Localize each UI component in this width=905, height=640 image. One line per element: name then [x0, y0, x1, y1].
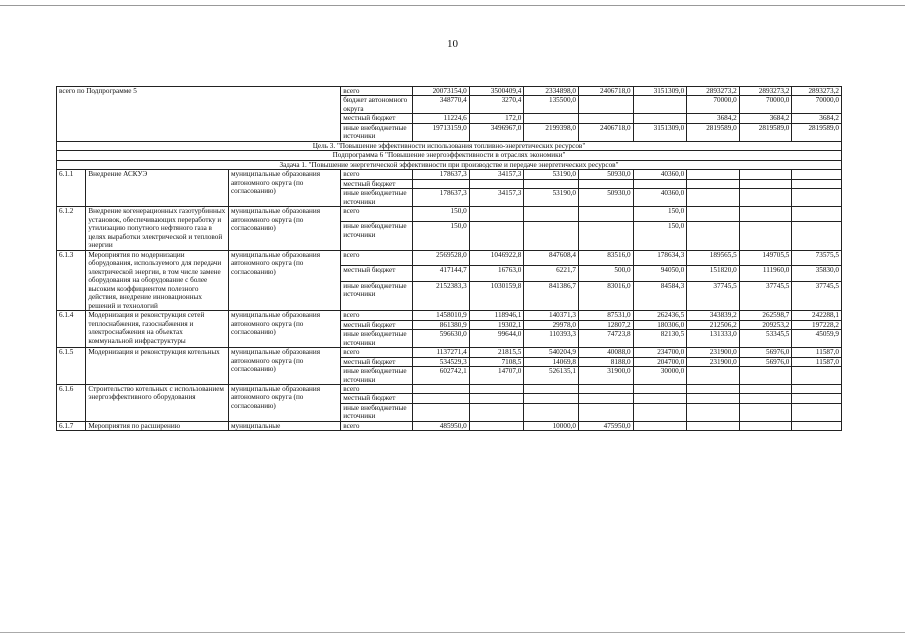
- funding-source: иные внебюджетные источники: [341, 281, 413, 310]
- value-cell: [633, 114, 687, 123]
- value-cell: 34157,3: [469, 170, 524, 179]
- value-cell: 234700,0: [633, 348, 687, 357]
- funding-source: бюджет автономного округа: [341, 96, 413, 114]
- value-cell: 149705,5: [739, 250, 792, 266]
- value-cell: 150,0: [413, 222, 470, 250]
- value-cell: 172,0: [469, 114, 524, 123]
- value-cell: [469, 384, 524, 393]
- funding-source: местный бюджет: [341, 179, 413, 188]
- value-cell: 3270,4: [469, 96, 524, 114]
- value-cell: 262436,5: [633, 311, 687, 320]
- funding-source: иные внебюджетные источники: [341, 123, 413, 141]
- table-row: [57, 250, 842, 266]
- value-cell: 11587,0: [792, 348, 842, 357]
- value-cell: 50930,0: [578, 189, 633, 207]
- value-cell: [792, 367, 842, 385]
- value-cell: 2893273,2: [687, 87, 740, 96]
- section-row: [57, 141, 842, 150]
- value-cell: 53345,5: [739, 330, 792, 348]
- item-name: Внедрение АСКУЭ: [86, 170, 229, 207]
- item-executor: муниципальные образования автономного округа (по согласованию): [228, 207, 340, 250]
- value-cell: 31900,0: [578, 367, 633, 385]
- funding-source: местный бюджет: [341, 320, 413, 329]
- value-cell: [524, 179, 579, 188]
- value-cell: 2893273,2: [739, 87, 792, 96]
- value-cell: 20073154,0: [413, 87, 470, 96]
- subprogram-total-label: всего по Подпрограмме 5: [57, 87, 341, 142]
- value-cell: 212506,2: [687, 320, 740, 329]
- value-cell: 1458010,9: [413, 311, 470, 320]
- item-executor: муниципальные образования автономного округа (по согласованию): [228, 311, 340, 348]
- value-cell: [739, 384, 792, 393]
- value-cell: 6221,7: [524, 266, 579, 282]
- value-cell: 14069,8: [524, 357, 579, 366]
- value-cell: 94050,0: [633, 266, 687, 282]
- value-cell: 596630,0: [413, 330, 470, 348]
- value-cell: [578, 222, 633, 250]
- value-cell: 2406718,0: [578, 123, 633, 141]
- value-cell: [792, 222, 842, 250]
- value-cell: [739, 189, 792, 207]
- value-cell: 500,0: [578, 266, 633, 282]
- section-row: [57, 160, 842, 169]
- table-row: [57, 311, 842, 320]
- value-cell: [469, 394, 524, 403]
- value-cell: 30000,0: [633, 367, 687, 385]
- value-cell: [792, 170, 842, 179]
- value-cell: [633, 403, 687, 421]
- value-cell: 11224,6: [413, 114, 470, 123]
- value-cell: [524, 114, 579, 123]
- value-cell: 3684,2: [739, 114, 792, 123]
- value-cell: [687, 367, 740, 385]
- funding-source: всего: [341, 311, 413, 320]
- value-cell: 348770,4: [413, 96, 470, 114]
- value-cell: 150,0: [413, 207, 470, 222]
- value-cell: 35830,0: [792, 266, 842, 282]
- value-cell: [413, 403, 470, 421]
- item-code: 6.1.4: [57, 311, 86, 348]
- value-cell: 475950,0: [578, 421, 633, 430]
- value-cell: [633, 96, 687, 114]
- value-cell: 83516,0: [578, 250, 633, 266]
- value-cell: 2819589,0: [739, 123, 792, 141]
- value-cell: [469, 179, 524, 188]
- value-cell: 178637,3: [413, 170, 470, 179]
- funding-source: иные внебюджетные источники: [341, 222, 413, 250]
- item-executor: муниципальные образования автономного округа (по согласованию): [228, 170, 340, 207]
- funding-source: всего: [341, 348, 413, 357]
- value-cell: 82130,5: [633, 330, 687, 348]
- item-code: 6.1.6: [57, 384, 86, 421]
- funding-source: всего: [341, 421, 413, 430]
- task-heading: Задача 1. "Повышение энергетической эффективности при производстве и передаче энергетических ресурсов": [57, 160, 842, 169]
- value-cell: 37745,5: [739, 281, 792, 310]
- value-cell: 189565,5: [687, 250, 740, 266]
- value-cell: [687, 222, 740, 250]
- value-cell: [578, 114, 633, 123]
- value-cell: [524, 222, 579, 250]
- value-cell: 861380,9: [413, 320, 470, 329]
- item-name: Модернизация и реконструкция котельных: [86, 348, 229, 385]
- value-cell: 37745,5: [687, 281, 740, 310]
- value-cell: [578, 179, 633, 188]
- value-cell: [687, 179, 740, 188]
- value-cell: [524, 394, 579, 403]
- value-cell: 847608,4: [524, 250, 579, 266]
- value-cell: [469, 222, 524, 250]
- value-cell: 1030159,8: [469, 281, 524, 310]
- value-cell: 29978,0: [524, 320, 579, 329]
- value-cell: 7108,5: [469, 357, 524, 366]
- value-cell: 45059,9: [792, 330, 842, 348]
- value-cell: 178634,3: [633, 250, 687, 266]
- funding-source: местный бюджет: [341, 266, 413, 282]
- bottom-edge-rule: [0, 632, 905, 633]
- item-code: 6.1.3: [57, 250, 86, 310]
- value-cell: [739, 179, 792, 188]
- value-cell: 16763,0: [469, 266, 524, 282]
- item-code: 6.1.7: [57, 421, 86, 430]
- value-cell: [739, 222, 792, 250]
- value-cell: 417144,7: [413, 266, 470, 282]
- funding-source: иные внебюджетные источники: [341, 367, 413, 385]
- section-row: [57, 151, 842, 160]
- value-cell: [792, 189, 842, 207]
- value-cell: 73575,5: [792, 250, 842, 266]
- value-cell: 3151309,0: [633, 87, 687, 96]
- value-cell: [739, 207, 792, 222]
- value-cell: [687, 384, 740, 393]
- value-cell: 50930,0: [578, 170, 633, 179]
- value-cell: 110393,3: [524, 330, 579, 348]
- value-cell: 3500409,4: [469, 87, 524, 96]
- item-name: Мероприятия по расширению: [86, 421, 229, 430]
- value-cell: 56976,0: [739, 348, 792, 357]
- value-cell: [578, 384, 633, 393]
- top-edge-rule: [0, 5, 905, 6]
- value-cell: [792, 179, 842, 188]
- value-cell: 231900,0: [687, 357, 740, 366]
- value-cell: [739, 367, 792, 385]
- value-cell: 526135,1: [524, 367, 579, 385]
- value-cell: 540204,9: [524, 348, 579, 357]
- value-cell: [739, 421, 792, 430]
- value-cell: [687, 421, 740, 430]
- funding-source: всего: [341, 207, 413, 222]
- value-cell: 70000,0: [792, 96, 842, 114]
- item-code: 6.1.1: [57, 170, 86, 207]
- value-cell: 602742,1: [413, 367, 470, 385]
- value-cell: 99644,0: [469, 330, 524, 348]
- item-name: Внедрение когенерационных газотурбинных установок, обеспечивающих переработку и утилизацию попутного нефтяного газа в целях выработки электрической и тепловой энергии: [86, 207, 229, 250]
- value-cell: 3684,2: [687, 114, 740, 123]
- value-cell: 485950,0: [413, 421, 470, 430]
- value-cell: [792, 384, 842, 393]
- value-cell: 10000,0: [524, 421, 579, 430]
- funding-source: местный бюджет: [341, 114, 413, 123]
- value-cell: 118946,1: [469, 311, 524, 320]
- value-cell: 2199398,0: [524, 123, 579, 141]
- value-cell: [524, 207, 579, 222]
- value-cell: 841386,7: [524, 281, 579, 310]
- value-cell: 21815,5: [469, 348, 524, 357]
- value-cell: 56976,0: [739, 357, 792, 366]
- funding-source: иные внебюджетные источники: [341, 189, 413, 207]
- value-cell: 150,0: [633, 207, 687, 222]
- value-cell: 70000,0: [687, 96, 740, 114]
- item-executor: муниципальные образования автономного округа (по согласованию): [228, 384, 340, 421]
- value-cell: 140371,3: [524, 311, 579, 320]
- value-cell: [578, 394, 633, 403]
- value-cell: [469, 403, 524, 421]
- table-row: [57, 207, 842, 222]
- value-cell: [792, 207, 842, 222]
- value-cell: [792, 421, 842, 430]
- value-cell: 180306,0: [633, 320, 687, 329]
- value-cell: 37745,5: [792, 281, 842, 310]
- item-executor: муниципальные образования автономного округа (по согласованию): [228, 250, 340, 310]
- value-cell: [524, 384, 579, 393]
- value-cell: 53190,0: [524, 170, 579, 179]
- item-executor: муниципальные: [228, 421, 340, 430]
- value-cell: 14707,0: [469, 367, 524, 385]
- value-cell: 151820,0: [687, 266, 740, 282]
- value-cell: [633, 384, 687, 393]
- value-cell: 3684,2: [792, 114, 842, 123]
- value-cell: 84584,3: [633, 281, 687, 310]
- value-cell: [524, 403, 579, 421]
- value-cell: [687, 394, 740, 403]
- item-executor: муниципальные образования автономного округа (по согласованию): [228, 348, 340, 385]
- value-cell: 40088,0: [578, 348, 633, 357]
- value-cell: [578, 403, 633, 421]
- value-cell: 2569528,0: [413, 250, 470, 266]
- value-cell: [413, 179, 470, 188]
- goal-heading: Цель 3. "Повышение эффективности использования топливно-энергетических ресурсов": [57, 141, 842, 150]
- value-cell: 197228,2: [792, 320, 842, 329]
- funding-source: местный бюджет: [341, 357, 413, 366]
- funding-source: всего: [341, 384, 413, 393]
- table-row: [57, 170, 842, 179]
- value-cell: [739, 403, 792, 421]
- value-cell: 19713159,0: [413, 123, 470, 141]
- value-cell: 2819589,0: [792, 123, 842, 141]
- item-name: Мероприятия по модернизации оборудования, используемого для передачи электрической энергии, в том числе замене оборудования на оборудование с более высоким коэффициентом полезного действия, внедрение инновационных решений и технологий: [86, 250, 229, 310]
- funding-source: всего: [341, 87, 413, 96]
- value-cell: 1137271,4: [413, 348, 470, 357]
- value-cell: [469, 207, 524, 222]
- value-cell: 53190,0: [524, 189, 579, 207]
- value-cell: 135500,0: [524, 96, 579, 114]
- value-cell: 12807,2: [578, 320, 633, 329]
- value-cell: [687, 170, 740, 179]
- value-cell: 3496967,0: [469, 123, 524, 141]
- value-cell: [792, 394, 842, 403]
- funding-source: иные внебюджетные источники: [341, 330, 413, 348]
- value-cell: 178637,3: [413, 189, 470, 207]
- value-cell: 19302,1: [469, 320, 524, 329]
- value-cell: [578, 207, 633, 222]
- value-cell: 150,0: [633, 222, 687, 250]
- item-name: Строительство котельных с использованием энергоэффективного оборудования: [86, 384, 229, 421]
- program-budget-table: [56, 86, 842, 431]
- table-row: [57, 421, 842, 430]
- value-cell: 242288,1: [792, 311, 842, 320]
- value-cell: 204700,0: [633, 357, 687, 366]
- value-cell: 2152383,3: [413, 281, 470, 310]
- item-name: Модернизация и реконструкция сетей теплоснабжения, газоснабжения и электроснабжения на объектах коммунальной инфраструктуры: [86, 311, 229, 348]
- value-cell: [739, 394, 792, 403]
- value-cell: [469, 421, 524, 430]
- value-cell: 34157,3: [469, 189, 524, 207]
- value-cell: 2893273,2: [792, 87, 842, 96]
- value-cell: 74723,8: [578, 330, 633, 348]
- value-cell: [578, 96, 633, 114]
- value-cell: 231900,0: [687, 348, 740, 357]
- value-cell: [633, 394, 687, 403]
- subprogram-heading: Подпрограмма 6 "Повышение энергоэффективности в отраслях экономики": [57, 151, 842, 160]
- value-cell: 83016,0: [578, 281, 633, 310]
- value-cell: [792, 403, 842, 421]
- value-cell: 343839,2: [687, 311, 740, 320]
- item-code: 6.1.5: [57, 348, 86, 385]
- value-cell: 111960,0: [739, 266, 792, 282]
- value-cell: [687, 189, 740, 207]
- value-cell: 534529,3: [413, 357, 470, 366]
- value-cell: [633, 179, 687, 188]
- value-cell: [413, 384, 470, 393]
- value-cell: [633, 421, 687, 430]
- table-row: [57, 384, 842, 393]
- value-cell: 1046922,8: [469, 250, 524, 266]
- table-row: [57, 348, 842, 357]
- value-cell: 3151309,0: [633, 123, 687, 141]
- value-cell: 40360,0: [633, 189, 687, 207]
- page-number: 10: [447, 38, 458, 50]
- value-cell: 11587,0: [792, 357, 842, 366]
- value-cell: 2406718,0: [578, 87, 633, 96]
- item-code: 6.1.2: [57, 207, 86, 250]
- table-body: [57, 87, 842, 431]
- table-row: [57, 87, 842, 96]
- value-cell: 262598,7: [739, 311, 792, 320]
- value-cell: [413, 394, 470, 403]
- funding-source: всего: [341, 250, 413, 266]
- value-cell: 2819589,0: [687, 123, 740, 141]
- value-cell: 70000,0: [739, 96, 792, 114]
- value-cell: 131333,0: [687, 330, 740, 348]
- value-cell: [687, 207, 740, 222]
- funding-source: всего: [341, 170, 413, 179]
- value-cell: 209253,2: [739, 320, 792, 329]
- funding-source: иные внебюджетные источники: [341, 403, 413, 421]
- value-cell: 8188,0: [578, 357, 633, 366]
- value-cell: 87531,0: [578, 311, 633, 320]
- value-cell: [687, 403, 740, 421]
- value-cell: 2334898,0: [524, 87, 579, 96]
- value-cell: 40360,0: [633, 170, 687, 179]
- funding-source: местный бюджет: [341, 394, 413, 403]
- value-cell: [739, 170, 792, 179]
